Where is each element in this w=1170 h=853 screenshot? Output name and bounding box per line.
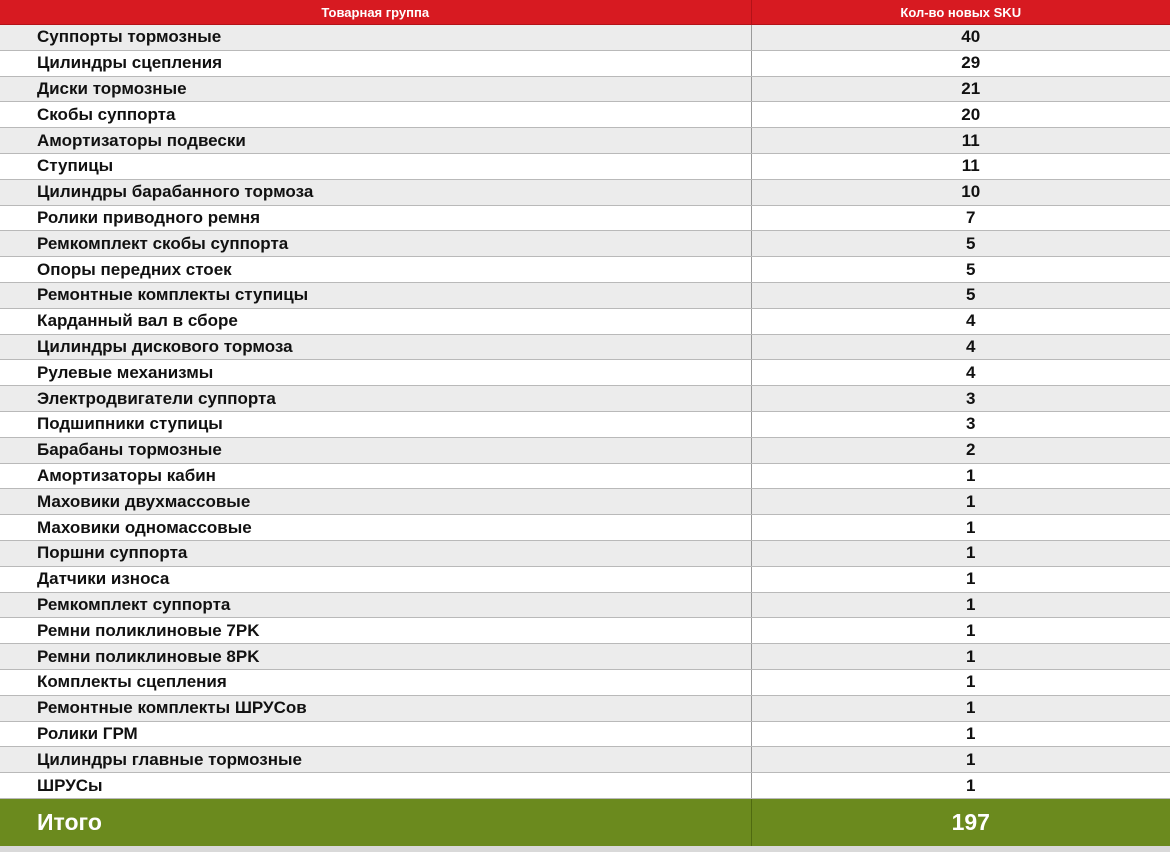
table-row	[0, 592, 1170, 618]
row-product-group: Маховики двухмассовые	[0, 489, 751, 515]
row-product-group: Диски тормозные	[0, 76, 751, 102]
table-row	[0, 360, 1170, 386]
row-product-group: Ремонтные комплекты ШРУСов	[0, 695, 751, 721]
table-row	[0, 695, 1170, 721]
row-sku-count: 5	[751, 257, 1170, 283]
table-row	[0, 257, 1170, 283]
row-product-group: Суппорты тормозные	[0, 25, 751, 51]
row-sku-count: 4	[751, 334, 1170, 360]
row-product-group: Ремкомплект скобы суппорта	[0, 231, 751, 257]
bottom-divider	[0, 846, 1170, 852]
table-row	[0, 566, 1170, 592]
row-product-group: Амортизаторы подвески	[0, 128, 751, 154]
table-row	[0, 102, 1170, 128]
total-label: Итого	[0, 798, 751, 846]
table-row	[0, 153, 1170, 179]
row-sku-count: 2	[751, 437, 1170, 463]
total-row	[0, 798, 1170, 846]
table-row	[0, 773, 1170, 799]
row-sku-count: 11	[751, 128, 1170, 154]
header-new-sku-count: Кол-во новых SKU	[751, 0, 1170, 25]
row-sku-count: 1	[751, 592, 1170, 618]
table-row	[0, 721, 1170, 747]
table-row	[0, 308, 1170, 334]
table-row	[0, 205, 1170, 231]
table-row	[0, 669, 1170, 695]
table-row	[0, 334, 1170, 360]
table-row	[0, 437, 1170, 463]
table-row	[0, 618, 1170, 644]
row-product-group: Ступицы	[0, 153, 751, 179]
row-product-group: Ремни поликлиновые 8PK	[0, 644, 751, 670]
table-row	[0, 463, 1170, 489]
row-sku-count: 4	[751, 360, 1170, 386]
row-product-group: Ремни поликлиновые 7PK	[0, 618, 751, 644]
table-row	[0, 515, 1170, 541]
table-body	[0, 25, 1170, 799]
header-product-group: Товарная группа	[0, 0, 751, 25]
total-count: 197	[751, 798, 1170, 846]
row-product-group: Маховики одномассовые	[0, 515, 751, 541]
table-row	[0, 76, 1170, 102]
row-product-group: Подшипники ступицы	[0, 411, 751, 437]
row-product-group: Амортизаторы кабин	[0, 463, 751, 489]
row-sku-count: 11	[751, 153, 1170, 179]
row-sku-count: 3	[751, 386, 1170, 412]
row-sku-count: 1	[751, 669, 1170, 695]
table-row	[0, 411, 1170, 437]
table-row	[0, 489, 1170, 515]
row-sku-count: 40	[751, 25, 1170, 51]
row-sku-count: 1	[751, 695, 1170, 721]
row-product-group: Цилиндры дискового тормоза	[0, 334, 751, 360]
row-sku-count: 1	[751, 644, 1170, 670]
table-row	[0, 179, 1170, 205]
row-sku-count: 10	[751, 179, 1170, 205]
row-product-group: ШРУСы	[0, 773, 751, 799]
row-sku-count: 1	[751, 618, 1170, 644]
row-product-group: Поршни суппорта	[0, 540, 751, 566]
header-row	[0, 0, 1170, 25]
table-row	[0, 747, 1170, 773]
table-row	[0, 282, 1170, 308]
row-product-group: Цилиндры сцепления	[0, 50, 751, 76]
row-product-group: Ремкомплект суппорта	[0, 592, 751, 618]
table-row	[0, 644, 1170, 670]
row-sku-count: 5	[751, 231, 1170, 257]
row-product-group: Датчики износа	[0, 566, 751, 592]
table-row	[0, 25, 1170, 51]
row-product-group: Карданный вал в сборе	[0, 308, 751, 334]
table-row	[0, 231, 1170, 257]
row-sku-count: 1	[751, 489, 1170, 515]
row-product-group: Ролики приводного ремня	[0, 205, 751, 231]
row-sku-count: 5	[751, 282, 1170, 308]
row-sku-count: 3	[751, 411, 1170, 437]
row-product-group: Скобы суппорта	[0, 102, 751, 128]
table-row	[0, 50, 1170, 76]
row-sku-count: 1	[751, 773, 1170, 799]
row-product-group: Комплекты сцепления	[0, 669, 751, 695]
row-product-group: Электродвигатели суппорта	[0, 386, 751, 412]
table-row	[0, 128, 1170, 154]
row-sku-count: 1	[751, 566, 1170, 592]
row-product-group: Ремонтные комплекты ступицы	[0, 282, 751, 308]
row-sku-count: 20	[751, 102, 1170, 128]
row-product-group: Цилиндры главные тормозные	[0, 747, 751, 773]
row-sku-count: 7	[751, 205, 1170, 231]
row-product-group: Ролики ГРМ	[0, 721, 751, 747]
table-row	[0, 386, 1170, 412]
table-row	[0, 540, 1170, 566]
row-product-group: Барабаны тормозные	[0, 437, 751, 463]
row-sku-count: 1	[751, 463, 1170, 489]
row-sku-count: 21	[751, 76, 1170, 102]
row-sku-count: 1	[751, 540, 1170, 566]
row-product-group: Опоры передних стоек	[0, 257, 751, 283]
row-sku-count: 4	[751, 308, 1170, 334]
row-sku-count: 29	[751, 50, 1170, 76]
row-product-group: Рулевые механизмы	[0, 360, 751, 386]
row-sku-count: 1	[751, 747, 1170, 773]
row-product-group: Цилиндры барабанного тормоза	[0, 179, 751, 205]
row-sku-count: 1	[751, 515, 1170, 541]
row-sku-count: 1	[751, 721, 1170, 747]
